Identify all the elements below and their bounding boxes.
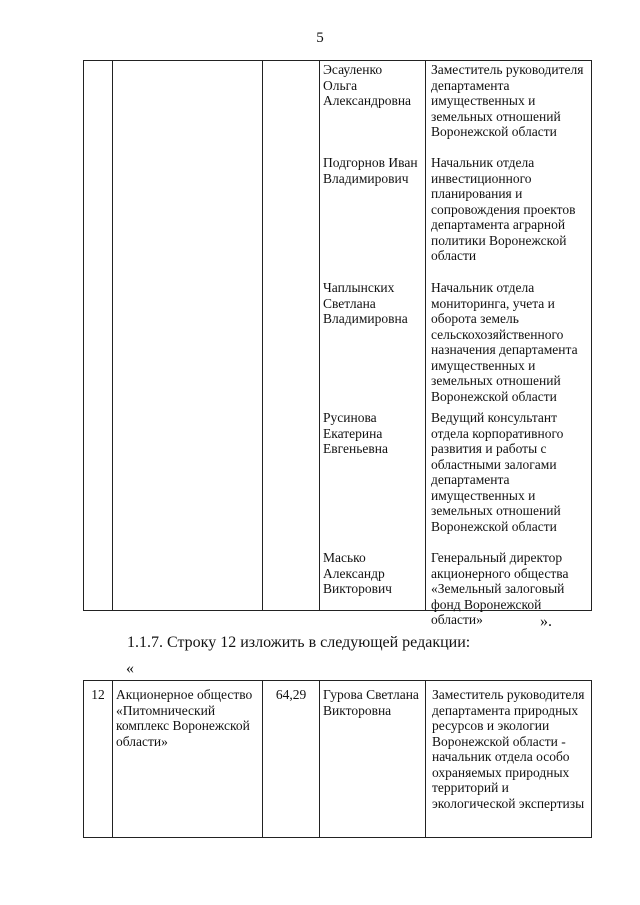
member-position-line: Заместитель руководителя bbox=[432, 687, 585, 702]
member-position-line: имущественных и bbox=[431, 93, 536, 108]
member-name-line: Владимировна bbox=[323, 311, 408, 326]
row-number-cell bbox=[84, 681, 113, 838]
member-position-block bbox=[426, 550, 591, 627]
member-name-line: Чаплынских bbox=[323, 280, 395, 295]
member-position-line: Начальник отдела bbox=[431, 155, 535, 170]
member-name-line: Эсауленко bbox=[323, 62, 383, 77]
member-name-line: Александровна bbox=[323, 93, 412, 108]
member-name-line: Русинова bbox=[323, 410, 377, 425]
page-number: 5 bbox=[316, 30, 324, 46]
opening-quote: « bbox=[126, 660, 134, 677]
member-position-line: земельных отношений bbox=[431, 108, 561, 124]
row-12-table bbox=[83, 680, 592, 838]
member-position-line: земельных отношений bbox=[431, 373, 561, 388]
member-position-block bbox=[426, 410, 591, 550]
member-name-line: Евгеньевна bbox=[323, 441, 388, 456]
member-position-line: области» bbox=[431, 612, 483, 627]
member-position-line: экологической экспертизы bbox=[432, 795, 585, 811]
member-name-line: Екатерина bbox=[323, 425, 383, 441]
member-name-block bbox=[320, 62, 425, 155]
member-name-line: Викторовна bbox=[323, 702, 392, 718]
member-position-line: охраняемых природных bbox=[432, 764, 570, 780]
member-position-line: планирования и bbox=[431, 186, 523, 201]
member-position-line: оборота земель bbox=[431, 311, 519, 326]
member-position-line: Воронежской области bbox=[431, 518, 557, 534]
member-position-line: политики Воронежской bbox=[431, 232, 567, 248]
row-number: 12 bbox=[91, 687, 105, 702]
member-position-line: Воронежской области - bbox=[432, 733, 566, 749]
member-position-line: Начальник отдела bbox=[431, 280, 535, 295]
member-position-line: сельскохозяйственного bbox=[431, 326, 564, 342]
member-position-line: областными залогами bbox=[431, 456, 557, 472]
member-position-line: отдела корпоративного bbox=[431, 425, 564, 441]
member-position-line: департамента bbox=[431, 472, 510, 487]
member-position-line: имущественных и bbox=[431, 487, 536, 503]
member-position-line: департамента bbox=[431, 77, 510, 93]
member-name-block bbox=[320, 410, 425, 550]
member-position-line: мониторинга, учета и bbox=[431, 295, 555, 311]
member-name-block bbox=[320, 280, 425, 410]
member-position-line: Воронежской области bbox=[431, 388, 557, 404]
member-position-line: фонд Воронежской bbox=[431, 596, 542, 612]
member-name-line: Гурова Светлана bbox=[323, 687, 419, 702]
table-row bbox=[84, 61, 592, 611]
member-name-cell bbox=[320, 681, 426, 838]
amendment-instruction: 1.1.7. Строку 12 изложить в следующей редакции: bbox=[127, 634, 471, 651]
closing-quote: ». bbox=[540, 613, 552, 630]
member-position-block bbox=[426, 62, 591, 155]
member-position-line: земельных отношений bbox=[431, 503, 561, 518]
member-name-line: Ольга bbox=[323, 77, 358, 93]
organization-cell bbox=[113, 681, 263, 838]
member-name-line: Масько bbox=[323, 550, 366, 565]
member-position-cell bbox=[426, 681, 592, 838]
share-cell bbox=[263, 681, 320, 838]
organization-line: области» bbox=[116, 733, 168, 749]
member-position-line: Ведущий консультант bbox=[431, 410, 558, 425]
organization-line: «Питомнический bbox=[116, 702, 216, 718]
member-position-block bbox=[426, 280, 591, 410]
member-name-block bbox=[320, 550, 425, 610]
member-position-line: назначения департамента bbox=[431, 342, 578, 357]
member-names-cell bbox=[320, 61, 426, 611]
member-position-line: акционерного общества bbox=[431, 565, 569, 581]
member-name-line: Владимирович bbox=[323, 170, 409, 186]
organization-line: комплекс Воронежской bbox=[116, 718, 250, 733]
share-value: 64,29 bbox=[275, 687, 307, 702]
table-row bbox=[84, 681, 592, 838]
member-position-line: Генеральный директор bbox=[431, 550, 563, 565]
member-position-line: ресурсов и экологии bbox=[432, 718, 550, 733]
member-position-line: департамента аграрной bbox=[431, 217, 566, 232]
organization-cell bbox=[113, 61, 263, 611]
commission-table-continuation bbox=[83, 60, 592, 627]
member-position-line: «Земельный залоговый bbox=[431, 581, 565, 596]
share-cell bbox=[263, 61, 320, 611]
member-position-line: Заместитель руководителя bbox=[431, 62, 584, 77]
member-position-line: инвестиционного bbox=[431, 170, 532, 186]
row-number-cell bbox=[84, 61, 113, 611]
member-position-line: департамента природных bbox=[432, 702, 579, 718]
member-position-line: территорий и bbox=[432, 780, 509, 795]
member-name-line: Светлана bbox=[323, 295, 376, 311]
member-name-block bbox=[320, 155, 425, 280]
member-position-block bbox=[426, 155, 591, 280]
member-position-line: области bbox=[431, 248, 477, 263]
member-positions-cell bbox=[426, 61, 592, 627]
member-position-line: Воронежской области bbox=[431, 124, 557, 139]
member-name-line: Викторович bbox=[323, 581, 392, 596]
member-position-line: начальник отдела особо bbox=[432, 749, 570, 764]
member-position-line: развития и работы с bbox=[431, 441, 547, 456]
organization-line: Акционерное общество bbox=[116, 687, 253, 702]
member-position-line: сопровождения проектов bbox=[431, 201, 576, 217]
member-position-line: имущественных и bbox=[431, 357, 536, 373]
member-name-line: Александр bbox=[323, 565, 385, 581]
member-name-line: Подгорнов Иван bbox=[323, 155, 418, 170]
